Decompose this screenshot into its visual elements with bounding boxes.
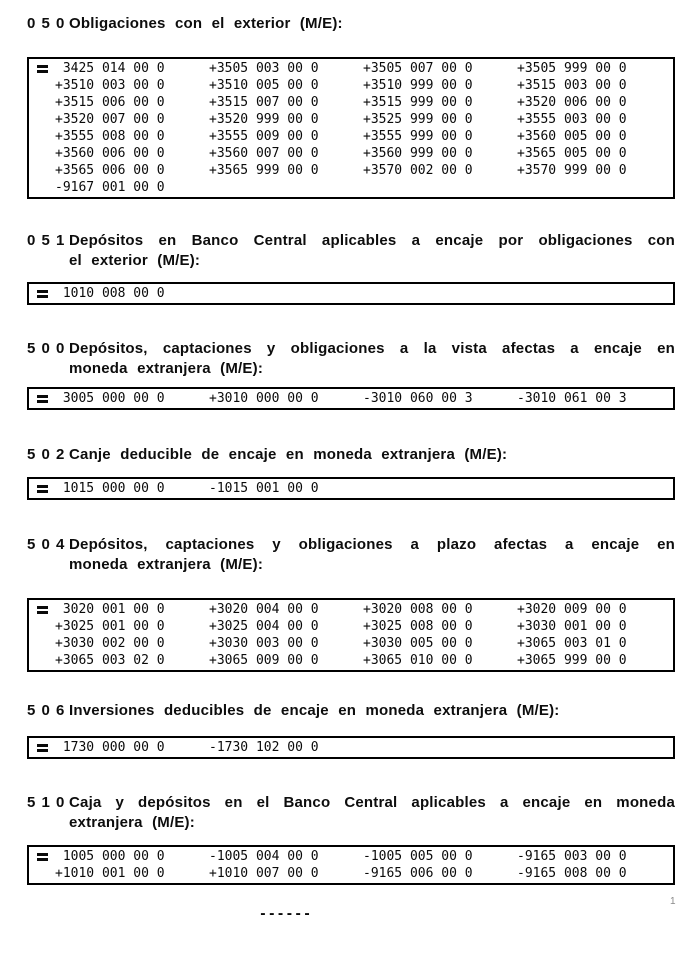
section-title-line: extranjera (M/E): <box>69 814 195 831</box>
equals-marker-icon <box>37 290 48 298</box>
code-cell: -1015 001 00 0 <box>209 481 319 496</box>
code-row <box>55 128 669 145</box>
code-cell: +3520 999 00 0 <box>209 112 319 127</box>
section-502 <box>27 445 675 500</box>
section-title-line: Depósitos, captaciones y obligaciones a plazo afectas a encaje en <box>69 536 675 553</box>
code-cell: +3030 001 00 0 <box>517 619 627 634</box>
section-heading <box>27 535 675 575</box>
code-cell: +3515 007 00 0 <box>209 95 319 110</box>
section-title-line: Caja y depósitos en el Banco Central aplicables a encaje en moneda <box>69 794 675 811</box>
equals-marker-icon <box>37 606 48 614</box>
code-cell: +3510 005 00 0 <box>209 78 319 93</box>
section-title-line: Canje deducible de encaje en moneda extranjera (M/E): <box>69 446 508 463</box>
code-cell: +3570 999 00 0 <box>517 163 627 178</box>
stray-scan-mark: 1 <box>670 896 676 907</box>
code-box <box>27 57 675 199</box>
code-cell: +3030 002 00 0 <box>55 636 165 651</box>
code-cell: +3565 005 00 0 <box>517 146 627 161</box>
equals-marker-text <box>37 395 38 396</box>
code-cell: +3525 999 00 0 <box>363 112 473 127</box>
code-box <box>27 598 675 672</box>
section-heading <box>27 445 675 465</box>
footer-dash-rule: ------ <box>259 907 312 922</box>
code-box <box>27 387 675 410</box>
code-cell: +3065 009 00 0 <box>209 653 319 668</box>
section-heading <box>27 14 675 34</box>
code-row <box>55 652 669 669</box>
code-cell: +3505 003 00 0 <box>209 61 319 76</box>
section-heading <box>27 793 675 833</box>
code-cell: -9165 003 00 0 <box>517 849 627 864</box>
code-row <box>55 285 669 302</box>
equals-marker-text <box>37 290 38 291</box>
equals-marker-text <box>37 853 38 854</box>
section-title-line: Inversiones deducibles de encaje en moneda extranjera (M/E): <box>69 702 560 719</box>
section-title <box>69 14 675 34</box>
section-code: 0 5 1 <box>27 232 65 249</box>
equals-marker-text <box>37 606 38 607</box>
section-heading <box>27 701 675 721</box>
code-cell: +3510 003 00 0 <box>55 78 165 93</box>
section-title-line: moneda extranjera (M/E): <box>69 556 264 573</box>
code-cell: +3560 005 00 0 <box>517 129 627 144</box>
code-cell: -1005 005 00 0 <box>363 849 473 864</box>
section-title <box>69 793 675 833</box>
section-050 <box>27 14 675 199</box>
code-cell: +3520 007 00 0 <box>55 112 165 127</box>
section-code: 5 0 6 <box>27 702 65 719</box>
code-row <box>55 480 669 497</box>
code-cell: +3020 004 00 0 <box>209 602 319 617</box>
code-cell: -9167 001 00 0 <box>55 180 165 195</box>
equals-marker-text <box>37 744 38 745</box>
equals-marker-icon <box>37 485 48 493</box>
code-row <box>55 865 669 882</box>
code-cell: +3505 007 00 0 <box>363 61 473 76</box>
code-cell: +3025 001 00 0 <box>55 619 165 634</box>
code-cell: +3570 002 00 0 <box>363 163 473 178</box>
code-box <box>27 845 675 885</box>
section-title-line: el exterior (M/E): <box>69 252 201 269</box>
code-box <box>27 282 675 305</box>
code-cell: +3065 003 01 0 <box>517 636 627 651</box>
code-cell: +3025 004 00 0 <box>209 619 319 634</box>
code-row <box>55 94 669 111</box>
section-heading <box>27 231 675 271</box>
section-title-line: Depósitos, captaciones y obligaciones a la vista afectas a encaje en <box>69 340 675 357</box>
code-box <box>27 736 675 759</box>
code-cell: +3030 003 00 0 <box>209 636 319 651</box>
section-title <box>69 535 675 575</box>
code-row <box>55 390 669 407</box>
code-cell: 1730 000 00 0 <box>55 740 165 755</box>
code-cell: 3020 001 00 0 <box>55 602 165 617</box>
code-cell: +1010 001 00 0 <box>55 866 165 881</box>
code-cell: +1010 007 00 0 <box>209 866 319 881</box>
code-cell: 1005 000 00 0 <box>55 849 165 864</box>
section-504 <box>27 535 675 672</box>
code-cell: +3515 999 00 0 <box>363 95 473 110</box>
code-row <box>55 618 669 635</box>
sections-container <box>27 14 675 885</box>
section-title <box>69 445 675 465</box>
code-row <box>55 77 669 94</box>
code-cell: +3555 003 00 0 <box>517 112 627 127</box>
code-row <box>55 162 669 179</box>
code-cell: +3065 999 00 0 <box>517 653 627 668</box>
section-code: 5 0 4 <box>27 536 65 553</box>
section-051 <box>27 231 675 305</box>
code-cell: +3065 003 02 0 <box>55 653 165 668</box>
code-cell: +3020 008 00 0 <box>363 602 473 617</box>
code-row <box>55 739 669 756</box>
code-cell: +3555 999 00 0 <box>363 129 473 144</box>
equals-marker-icon <box>37 744 48 752</box>
code-row <box>55 60 669 77</box>
section-title <box>69 231 675 271</box>
code-cell: +3565 999 00 0 <box>209 163 319 178</box>
code-cell: -1005 004 00 0 <box>209 849 319 864</box>
code-row <box>55 145 669 162</box>
code-row <box>55 111 669 128</box>
code-cell: 3425 014 00 0 <box>55 61 165 76</box>
code-cell: +3020 009 00 0 <box>517 602 627 617</box>
code-cell: +3510 999 00 0 <box>363 78 473 93</box>
code-cell: +3505 999 00 0 <box>517 61 627 76</box>
equals-marker-icon <box>37 65 48 73</box>
code-cell: +3065 010 00 0 <box>363 653 473 668</box>
section-title-line: moneda extranjera (M/E): <box>69 360 264 377</box>
section-500 <box>27 339 675 410</box>
section-title-line: Depósitos en Banco Central aplicables a encaje por obligaciones con <box>69 232 675 249</box>
section-code: 5 0 0 <box>27 340 65 357</box>
section-code: 0 5 0 <box>27 15 65 32</box>
section-title <box>69 339 675 379</box>
code-cell: +3520 006 00 0 <box>517 95 627 110</box>
code-cell: +3560 999 00 0 <box>363 146 473 161</box>
code-row <box>55 848 669 865</box>
section-code: 5 0 2 <box>27 446 65 463</box>
equals-marker-icon <box>37 853 48 861</box>
equals-marker-text <box>37 65 38 66</box>
code-row <box>55 635 669 652</box>
code-cell: +3030 005 00 0 <box>363 636 473 651</box>
code-cell: +3515 006 00 0 <box>55 95 165 110</box>
code-cell: +3010 000 00 0 <box>209 391 319 406</box>
code-cell: +3565 006 00 0 <box>55 163 165 178</box>
code-cell: -3010 060 00 3 <box>363 391 473 406</box>
section-title <box>69 701 675 721</box>
code-cell: +3555 009 00 0 <box>209 129 319 144</box>
equals-marker-text <box>37 485 38 486</box>
section-510 <box>27 793 675 885</box>
code-cell: -9165 008 00 0 <box>517 866 627 881</box>
code-cell: +3555 008 00 0 <box>55 129 165 144</box>
equals-marker-icon <box>37 395 48 403</box>
code-cell: +3025 008 00 0 <box>363 619 473 634</box>
code-box <box>27 477 675 500</box>
code-cell: -3010 061 00 3 <box>517 391 627 406</box>
code-cell: -1730 102 00 0 <box>209 740 319 755</box>
code-cell: -9165 006 00 0 <box>363 866 473 881</box>
code-cell: 3005 000 00 0 <box>55 391 165 406</box>
code-row <box>55 179 669 196</box>
section-code: 5 1 0 <box>27 794 65 811</box>
code-cell: +3515 003 00 0 <box>517 78 627 93</box>
code-cell: 1010 008 00 0 <box>55 286 165 301</box>
code-cell: +3560 007 00 0 <box>209 146 319 161</box>
section-title-line: Obligaciones con el exterior (M/E): <box>69 15 343 32</box>
code-cell: 1015 000 00 0 <box>55 481 165 496</box>
code-cell: +3560 006 00 0 <box>55 146 165 161</box>
code-row <box>55 601 669 618</box>
section-506 <box>27 701 675 759</box>
section-heading <box>27 339 675 379</box>
